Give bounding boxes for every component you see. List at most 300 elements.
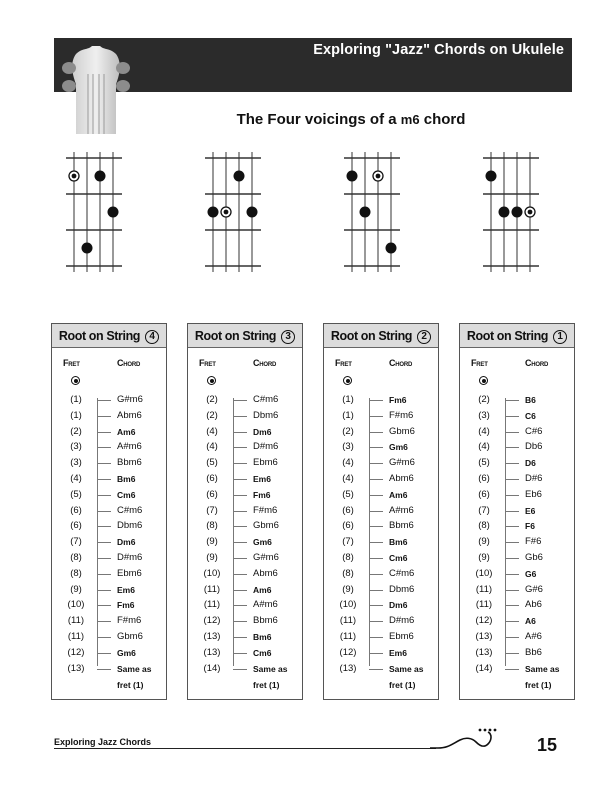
table-title: Root on String <box>330 329 413 343</box>
row-tick <box>233 447 247 448</box>
row-tick <box>233 669 247 670</box>
table-row <box>460 488 574 504</box>
chord-name: Fm6 <box>117 600 135 611</box>
row-tick <box>233 526 247 527</box>
fret-number: (3) <box>478 409 490 421</box>
chord-name: Em6 <box>389 647 407 658</box>
fret-number: (1) <box>342 409 354 421</box>
row-tick <box>505 447 519 448</box>
chord-name: Em6 <box>253 474 271 484</box>
table-row <box>460 456 574 472</box>
chord-name: Bm6 <box>117 474 136 484</box>
row-tick <box>369 590 383 591</box>
chord-name: C6 <box>525 410 536 421</box>
fret-number: (2) <box>206 394 218 405</box>
chord-name: Cm6 <box>253 647 272 658</box>
fret-number: (13) <box>475 646 493 658</box>
page-number: 15 <box>537 735 558 755</box>
table-row <box>324 567 438 583</box>
string-number-badge: 4 <box>145 330 159 344</box>
fret-number: (7) <box>70 536 82 548</box>
table-row <box>324 646 438 662</box>
fret-number: (11) <box>203 583 221 595</box>
finger-dot <box>486 171 497 182</box>
table-row <box>460 646 574 662</box>
table-row <box>460 409 574 425</box>
fret-number: (13) <box>203 646 221 658</box>
table-row <box>52 614 166 630</box>
root-table-string-3 <box>187 323 303 700</box>
table-row <box>188 425 302 441</box>
row-tick <box>97 495 111 496</box>
chord-name: G#m6 <box>253 552 279 563</box>
fret-number: (1) <box>70 409 82 421</box>
chord-name: G#6 <box>525 583 543 595</box>
table-row <box>324 409 438 425</box>
row-tick <box>369 526 383 527</box>
row-tick <box>233 558 247 559</box>
footer-text: Exploring Jazz Chords <box>54 737 152 747</box>
fret-number: (7) <box>478 504 490 516</box>
table-row <box>52 504 166 520</box>
chord-name: Dm6 <box>117 537 136 548</box>
fret-number: (14) <box>475 662 493 674</box>
chord-name: Am6 <box>389 489 408 500</box>
fret-number: (4) <box>206 441 218 453</box>
row-tick <box>369 558 383 559</box>
table-row <box>324 393 438 409</box>
fret-number: (13) <box>339 662 357 674</box>
root-note-center <box>528 210 533 215</box>
fret-number: (8) <box>478 520 490 532</box>
chord-name: Fm6 <box>389 395 407 405</box>
chord-name: G6 <box>525 568 537 579</box>
row-tick <box>97 479 111 480</box>
fret-number: (10) <box>339 599 357 611</box>
subtitle-after: chord <box>419 111 466 128</box>
row-tick <box>97 511 111 512</box>
table-row <box>52 598 166 614</box>
chord-name: A#m6 <box>253 599 278 611</box>
table-row <box>52 409 166 425</box>
chord-name: Gbm6 <box>389 425 415 437</box>
fret-number: (5) <box>342 488 354 500</box>
table-row <box>460 583 574 599</box>
table-row <box>188 440 302 456</box>
table-row <box>52 488 166 504</box>
fret-number: (4) <box>342 473 354 484</box>
same-as-note: Same as fret (1) <box>525 663 560 690</box>
chord-name: Bb6 <box>525 646 542 658</box>
row-tick <box>505 574 519 575</box>
chord-name: Em6 <box>117 584 135 595</box>
table-row <box>460 504 574 520</box>
row-tick <box>97 416 111 417</box>
chord-name: D#6 <box>525 473 543 484</box>
finger-dot <box>386 243 397 254</box>
fret-number: (9) <box>478 536 490 548</box>
fret-number: (13) <box>203 631 221 642</box>
chord-name: C#m6 <box>117 504 143 516</box>
table-row <box>324 425 438 441</box>
chord-name: Gm6 <box>117 647 136 658</box>
fret-column-label: Fret <box>335 358 352 368</box>
chord-name: C#6 <box>525 425 543 437</box>
table-row <box>460 630 574 646</box>
table-row <box>324 440 438 456</box>
finger-dot <box>82 243 93 254</box>
table-header <box>460 324 574 348</box>
chord-name: Dbm6 <box>389 583 415 595</box>
fret-number: (7) <box>342 536 354 548</box>
row-tick <box>505 495 519 496</box>
fret-number: (4) <box>70 473 82 484</box>
table-row <box>324 630 438 646</box>
fret-number: (6) <box>70 504 82 516</box>
row-tick <box>505 621 519 622</box>
fret-number: (6) <box>478 488 490 500</box>
fret-number: (1) <box>342 394 354 405</box>
row-tick <box>233 479 247 480</box>
root-note-center <box>72 174 77 179</box>
row-tick <box>369 511 383 512</box>
row-tick <box>97 526 111 527</box>
fret-number: (10) <box>475 567 493 579</box>
chord-name: A#6 <box>525 631 542 642</box>
table-row <box>324 535 438 551</box>
table-row <box>460 425 574 441</box>
chord-name: F#6 <box>525 536 542 548</box>
row-tick <box>369 574 383 575</box>
table-row <box>188 583 302 599</box>
row-tick <box>233 590 247 591</box>
table-title: Root on String <box>194 329 277 343</box>
chord-diagram-voicing-2 <box>201 152 265 272</box>
table-row <box>188 567 302 583</box>
fret-number: (2) <box>206 409 218 421</box>
fret-number: (14) <box>203 662 221 674</box>
table-row <box>188 393 302 409</box>
row-tick <box>233 653 247 654</box>
table-row <box>52 551 166 567</box>
finger-dot <box>360 207 371 218</box>
chord-name: Gbm6 <box>253 520 279 532</box>
fret-number: (2) <box>70 425 82 437</box>
fret-number: (8) <box>342 552 354 563</box>
chord-name: Ab6 <box>525 599 542 611</box>
fret-number: (6) <box>206 473 218 484</box>
table-header <box>188 324 302 348</box>
finger-dot <box>208 207 219 218</box>
chord-name: Fm6 <box>253 489 271 500</box>
chord-name: Ebm6 <box>389 631 414 642</box>
table-row <box>460 440 574 456</box>
table-row <box>324 488 438 504</box>
table-row <box>52 567 166 583</box>
chord-name: C#m6 <box>253 394 279 405</box>
root-marker-icon <box>207 376 216 385</box>
row-tick <box>369 400 383 401</box>
finger-dot <box>95 171 106 182</box>
chord-name: Ebm6 <box>253 457 278 469</box>
chord-name: D#m6 <box>389 615 415 627</box>
fret-column-label: Fret <box>63 358 80 368</box>
table-row <box>460 535 574 551</box>
finger-dot <box>247 207 258 218</box>
row-tick <box>505 542 519 543</box>
chord-name: D#m6 <box>253 441 279 453</box>
fret-number: (8) <box>70 567 82 579</box>
chord-name: Abm6 <box>117 409 142 421</box>
chord-name: Am6 <box>117 426 136 437</box>
chord-diagram-voicing-4 <box>479 152 543 272</box>
fret-number: (4) <box>478 441 490 453</box>
root-marker-icon <box>479 376 488 385</box>
root-marker-icon <box>71 376 80 385</box>
chord-diagram-voicing-3 <box>340 152 404 272</box>
root-table-string-2 <box>323 323 439 700</box>
table-row <box>188 598 302 614</box>
row-tick <box>233 495 247 496</box>
table-row <box>324 472 438 488</box>
chord-name: Bbm6 <box>253 615 278 627</box>
row-tick <box>233 463 247 464</box>
fret-number: (11) <box>203 599 221 611</box>
row-tick <box>97 605 111 606</box>
fret-number: (9) <box>342 583 354 595</box>
string-number-badge: 1 <box>553 330 567 344</box>
fret-number: (9) <box>70 583 82 595</box>
row-tick <box>369 669 383 670</box>
row-tick <box>369 463 383 464</box>
fret-number: (4) <box>478 425 490 437</box>
row-tick <box>369 637 383 638</box>
table-row <box>324 519 438 535</box>
table-row <box>324 551 438 567</box>
table-row <box>324 504 438 520</box>
chord-name: G#m6 <box>117 394 143 405</box>
fret-number: (12) <box>475 615 493 627</box>
row-tick <box>97 447 111 448</box>
table-title: Root on String <box>466 329 549 343</box>
row-tick <box>97 432 111 433</box>
string-number-badge: 2 <box>417 330 431 344</box>
row-tick <box>505 479 519 480</box>
fret-number: (9) <box>478 552 490 563</box>
row-tick <box>505 526 519 527</box>
table-row <box>52 472 166 488</box>
fret-number: (6) <box>342 504 354 516</box>
table-row <box>188 472 302 488</box>
table-row <box>188 614 302 630</box>
chord-column-label: Chord <box>117 358 141 368</box>
chord-name: Abm6 <box>253 567 278 579</box>
fret-number: (6) <box>70 520 82 532</box>
chord-name: G#m6 <box>389 457 415 469</box>
table-row <box>460 393 574 409</box>
row-tick <box>97 637 111 638</box>
page-subtitle <box>0 111 612 128</box>
chord-column-label: Chord <box>253 358 277 368</box>
finger-dot <box>234 171 245 182</box>
chord-name: B6 <box>525 395 536 405</box>
chord-name: E6 <box>525 505 536 516</box>
table-row <box>52 646 166 662</box>
table-header <box>52 324 166 348</box>
fret-number: (2) <box>478 394 490 405</box>
chord-name: Dm6 <box>389 600 408 611</box>
fret-number: (11) <box>475 583 493 595</box>
fret-number: (6) <box>478 473 490 484</box>
fret-number: (3) <box>342 441 354 453</box>
fret-number: (3) <box>70 457 82 469</box>
row-tick <box>369 416 383 417</box>
table-row <box>188 630 302 646</box>
table-header <box>324 324 438 348</box>
table-row <box>188 519 302 535</box>
header-title: Exploring "Jazz" Chords on Ukulele <box>313 42 564 58</box>
chord-name: Gm6 <box>389 442 408 453</box>
row-tick <box>233 574 247 575</box>
chord-name: Dbm6 <box>117 520 143 532</box>
table-row <box>324 456 438 472</box>
row-tick <box>505 669 519 670</box>
row-tick <box>233 637 247 638</box>
row-tick <box>505 605 519 606</box>
row-tick <box>505 653 519 654</box>
row-tick <box>97 574 111 575</box>
same-as-note: Same as fret (1) <box>253 663 288 690</box>
row-tick <box>233 511 247 512</box>
row-tick <box>233 542 247 543</box>
table-row <box>460 519 574 535</box>
row-tick <box>97 558 111 559</box>
chord-name: Dbm6 <box>253 409 279 421</box>
finger-dot <box>512 207 523 218</box>
fret-number: (10) <box>67 599 85 611</box>
row-tick <box>233 416 247 417</box>
fret-number: (13) <box>475 631 493 642</box>
row-tick <box>369 605 383 606</box>
same-as-note: Same as fret (1) <box>389 663 424 690</box>
chord-name: Cm6 <box>117 489 136 500</box>
row-tick <box>369 479 383 480</box>
chord-name: Eb6 <box>525 488 542 500</box>
fret-number: (11) <box>67 631 85 642</box>
table-row <box>52 456 166 472</box>
table-row <box>324 598 438 614</box>
row-tick <box>97 590 111 591</box>
fret-number: (11) <box>475 599 493 611</box>
root-note-center <box>224 210 229 215</box>
chord-name: Dm6 <box>253 426 272 437</box>
finger-dot <box>108 207 119 218</box>
row-tick <box>505 416 519 417</box>
chord-name: D#m6 <box>117 552 143 563</box>
subtitle-before: The Four voicings of a <box>236 111 401 128</box>
string-number-badge: 3 <box>281 330 295 344</box>
chord-name: Ebm6 <box>117 567 142 579</box>
table-row <box>188 456 302 472</box>
table-row <box>52 440 166 456</box>
table-row <box>460 614 574 630</box>
fret-number: (12) <box>203 615 221 627</box>
root-note-center <box>376 174 381 179</box>
table-row <box>52 535 166 551</box>
fret-number: (10) <box>203 567 221 579</box>
row-tick <box>369 447 383 448</box>
table-row <box>324 583 438 599</box>
table-row <box>460 598 574 614</box>
row-tick <box>97 669 111 670</box>
row-tick <box>369 653 383 654</box>
fret-number: (7) <box>206 504 218 516</box>
fret-column-label: Fret <box>471 358 488 368</box>
fret-number: (11) <box>67 615 85 627</box>
row-tick <box>233 432 247 433</box>
fret-number: (11) <box>339 631 357 642</box>
chord-diagram-voicing-1 <box>62 152 126 272</box>
chord-name: Bbm6 <box>117 457 142 469</box>
table-row <box>188 409 302 425</box>
table-row <box>52 393 166 409</box>
table-row <box>52 630 166 646</box>
same-as-note: Same as fret (1) <box>117 663 152 690</box>
ukulele-outline-icon <box>430 724 510 756</box>
chord-column-label: Chord <box>389 358 413 368</box>
fret-number: (3) <box>70 441 82 453</box>
finger-dot <box>499 207 510 218</box>
chord-name: A6 <box>525 616 536 627</box>
fret-number: (11) <box>339 615 357 627</box>
row-tick <box>233 621 247 622</box>
chord-name: A#m6 <box>389 504 414 516</box>
fret-number: (8) <box>206 520 218 532</box>
row-tick <box>233 605 247 606</box>
fret-number: (1) <box>70 394 82 405</box>
finger-dot <box>347 171 358 182</box>
subtitle-chord: m6 <box>400 112 420 127</box>
fret-number: (6) <box>206 488 218 500</box>
row-tick <box>233 400 247 401</box>
header-band <box>54 38 572 92</box>
fret-number: (5) <box>206 457 218 469</box>
chord-column-label: Chord <box>525 358 549 368</box>
chord-name: F#m6 <box>253 504 278 516</box>
fret-number: (9) <box>206 552 218 563</box>
row-tick <box>97 463 111 464</box>
table-row <box>188 488 302 504</box>
row-tick <box>505 637 519 638</box>
root-marker-icon <box>343 376 352 385</box>
fret-number: (4) <box>342 457 354 469</box>
table-row <box>324 614 438 630</box>
table-row <box>52 583 166 599</box>
fret-number: (4) <box>206 425 218 437</box>
row-tick <box>505 432 519 433</box>
table-row <box>460 567 574 583</box>
chord-name: F6 <box>525 521 535 532</box>
table-row <box>188 551 302 567</box>
root-table-string-4 <box>51 323 167 700</box>
chord-name: A#m6 <box>117 441 142 453</box>
table-row <box>188 504 302 520</box>
fret-number: (8) <box>70 552 82 563</box>
row-tick <box>505 463 519 464</box>
table-row <box>52 519 166 535</box>
chord-name: Am6 <box>253 584 272 595</box>
chord-name: F#m6 <box>389 409 414 421</box>
